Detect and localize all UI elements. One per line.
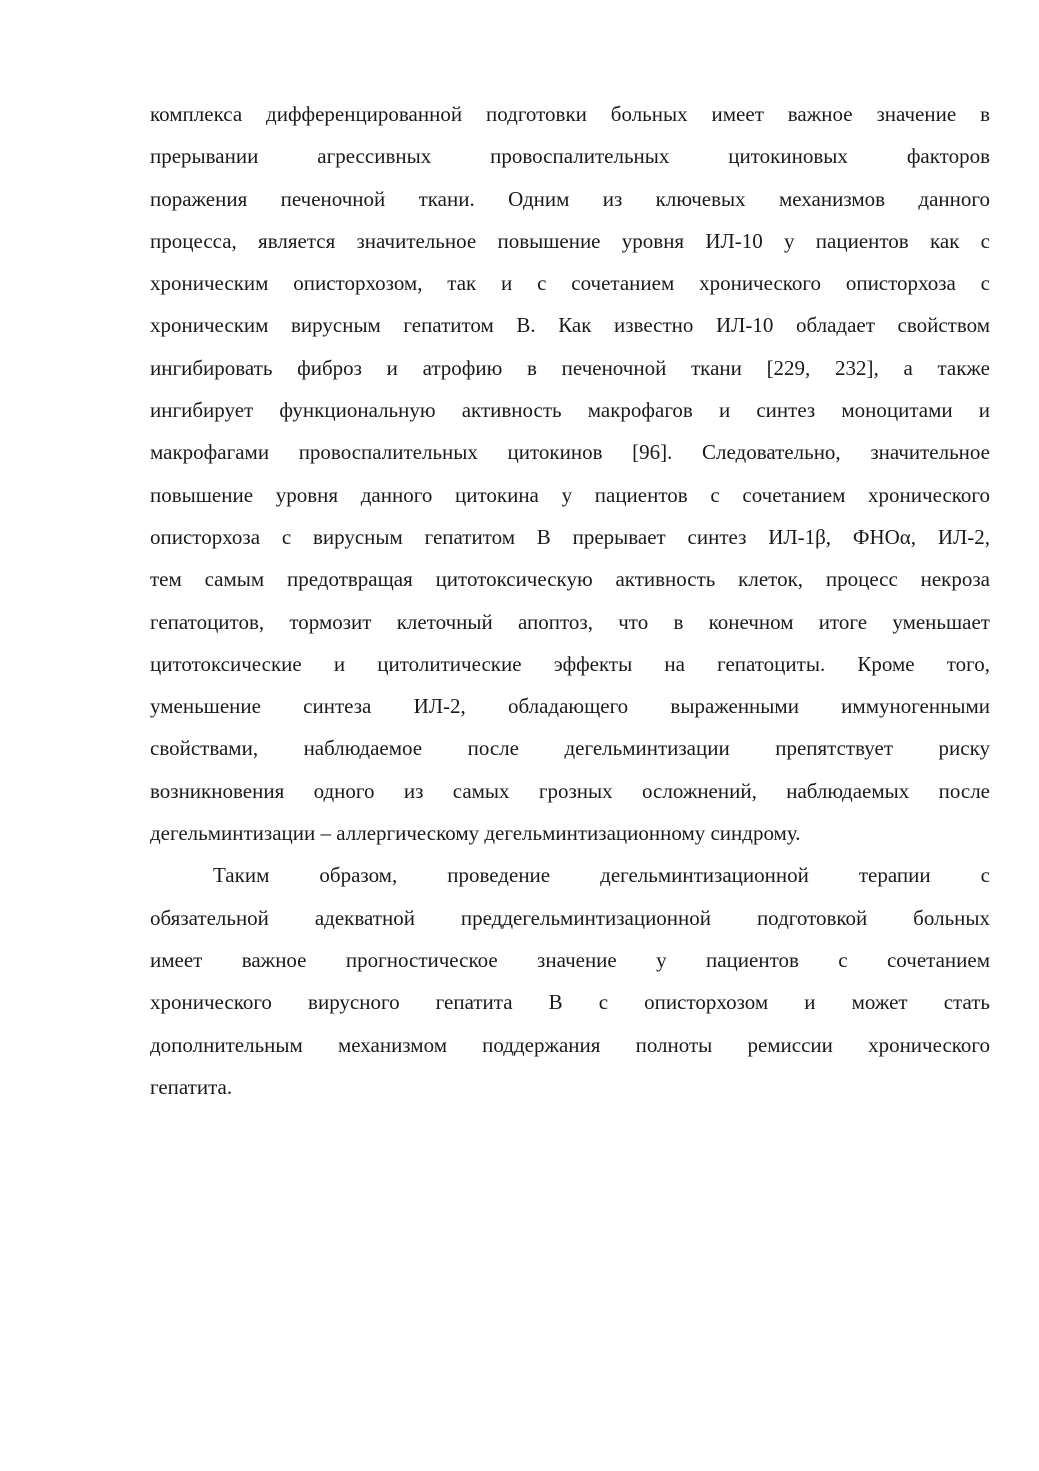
text-line: гепатита. — [150, 1074, 233, 1099]
text-line: дополнительным механизмом поддержания полноты ремиссии хронического — [150, 1032, 990, 1057]
text-line: имеет важное прогностическое значение у пациентов с сочетанием — [150, 947, 990, 972]
text-line: уменьшение синтеза ИЛ-2, обладающего выраженными иммуногенными — [150, 694, 990, 719]
text-line: ингибировать фиброз и атрофию в печеночной ткани [229, 232], а также — [150, 355, 990, 380]
text-line: тем самым предотвращая цитотоксическую активность клеток, процесс некроза — [150, 567, 990, 592]
text-line: ингибирует функциональную активность макрофагов и синтез моноцитами и — [150, 398, 990, 423]
text-line: возникновения одного из самых грозных осложнений, наблюдаемых после — [150, 778, 990, 803]
paragraph-1 — [150, 93, 990, 854]
text-line: повышение уровня данного цитокина у пациентов с сочетанием хронического — [150, 482, 990, 507]
text-line: поражения печеночной ткани. Одним из ключевых механизмов данного — [150, 186, 990, 211]
text-line: описторхоза с вирусным гепатитом В прерывает синтез ИЛ-1β, ФНОα, ИЛ-2, — [150, 524, 990, 549]
text-line: дегельминтизации – аллергическому дегельминтизационному синдрому. — [150, 821, 801, 846]
body-text — [150, 93, 990, 1108]
text-line: хроническим описторхозом, так и с сочетанием хронического описторхоза с — [150, 271, 990, 296]
text-line: макрофагами провоспалительных цитокинов [96]. Следовательно, значительное — [150, 440, 990, 465]
paragraph-2 — [150, 854, 990, 1108]
text-line: хроническим вирусным гепатитом В. Как известно ИЛ-10 обладает свойством — [150, 313, 990, 338]
text-line: прерывании агрессивных провоспалительных цитокиновых факторов — [150, 144, 990, 169]
text-line: гепатоцитов, тормозит клеточный апоптоз, что в конечном итоге уменьшает — [150, 609, 990, 634]
text-line: цитотоксические и цитолитические эффекты на гепатоциты. Кроме того, — [150, 651, 990, 676]
text-line: Таким образом, проведение дегельминтизационной терапии с — [213, 863, 990, 888]
text-line: хронического вирусного гепатита В с описторхозом и может стать — [150, 990, 990, 1015]
text-line: свойствами, наблюдаемое после дегельминтизации препятствует риску — [150, 736, 990, 761]
text-line: процесса, является значительное повышение уровня ИЛ-10 у пациентов как с — [150, 228, 990, 253]
text-line: обязательной адекватной преддегельминтизационной подготовкой больных — [150, 905, 990, 930]
text-line: комплекса дифференцированной подготовки больных имеет важное значение в — [150, 102, 990, 126]
